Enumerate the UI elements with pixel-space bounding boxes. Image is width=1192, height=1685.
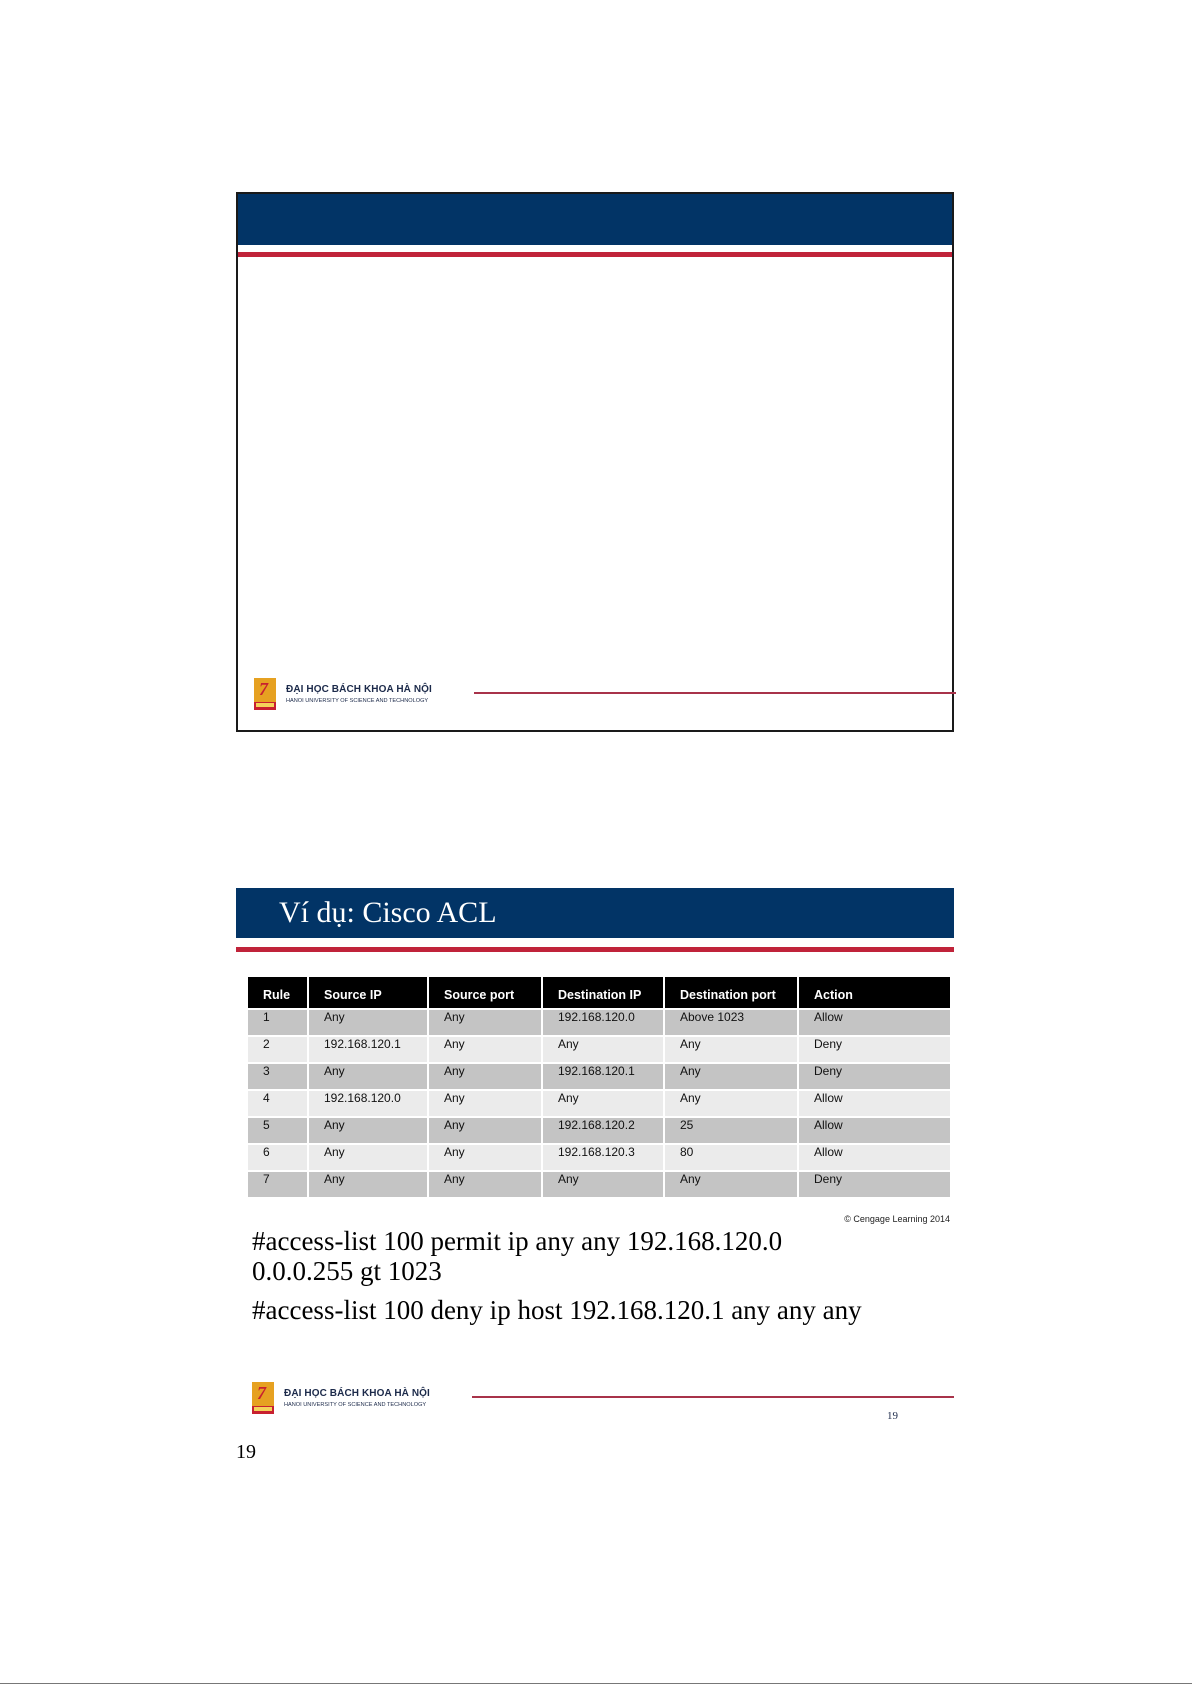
cell-source-port: Any — [429, 1091, 541, 1116]
cell-source-port: Any — [429, 1010, 541, 1035]
cell-rule: 5 — [248, 1118, 307, 1143]
cell-destination-ip: 192.168.120.2 — [543, 1118, 663, 1143]
cell-destination-port: Any — [665, 1037, 797, 1062]
cell-source-ip: Any — [309, 1010, 427, 1035]
university-subtitle: HANOI UNIVERSITY OF SCIENCE AND TECHNOLOGY — [284, 1402, 427, 1408]
cell-source-ip: Any — [309, 1145, 427, 1170]
acl-command-2: #access-list 100 deny ip host 192.168.120.1 any any any — [252, 1295, 862, 1325]
cell-destination-ip: Any — [543, 1172, 663, 1197]
col-destination-ip: Destination IP — [543, 977, 663, 1008]
cell-source-port: Any — [429, 1037, 541, 1062]
acl-rules-table — [246, 975, 952, 1199]
cell-destination-port: Above 1023 — [665, 1010, 797, 1035]
table-row — [248, 1118, 950, 1143]
slide-1-footer — [254, 678, 934, 712]
cell-source-port: Any — [429, 1064, 541, 1089]
acl-command-1: #access-list 100 permit ip any any 192.168.120.0 — [252, 1226, 783, 1256]
cell-source-port: Any — [429, 1172, 541, 1197]
cell-source-ip: Any — [309, 1118, 427, 1143]
university-name: ĐẠI HỌC BÁCH KHOA HÀ NỘI — [284, 1388, 430, 1399]
table-row — [248, 1064, 950, 1089]
cell-source-port: Any — [429, 1145, 541, 1170]
footer-divider — [472, 1396, 954, 1398]
cell-rule: 6 — [248, 1145, 307, 1170]
cell-action: Allow — [799, 1010, 950, 1035]
university-logo-icon: 7 — [252, 1382, 274, 1414]
cell-destination-ip: 192.168.120.1 — [543, 1064, 663, 1089]
acl-command-1-continuation: 0.0.0.255 gt 1023 — [252, 1256, 442, 1286]
cell-source-ip: 192.168.120.0 — [309, 1091, 427, 1116]
table-row — [248, 1145, 950, 1170]
col-rule: Rule — [248, 977, 307, 1008]
slide-2-footer — [252, 1382, 932, 1416]
cell-destination-ip: Any — [543, 1037, 663, 1062]
table-row — [248, 1091, 950, 1116]
slide-number: 19 — [887, 1410, 898, 1422]
cell-action: Deny — [799, 1037, 950, 1062]
slide-2-red-rule — [236, 947, 954, 952]
cell-destination-ip: 192.168.120.3 — [543, 1145, 663, 1170]
cell-action: Allow — [799, 1118, 950, 1143]
table-row — [248, 1037, 950, 1062]
image-credit: © Cengage Learning 2014 — [844, 1214, 950, 1224]
university-logo-icon: 7 — [254, 678, 276, 710]
cell-destination-port: 80 — [665, 1145, 797, 1170]
cell-rule: 1 — [248, 1010, 307, 1035]
cell-action: Deny — [799, 1172, 950, 1197]
cell-action: Allow — [799, 1091, 950, 1116]
cell-source-ip: 192.168.120.1 — [309, 1037, 427, 1062]
cell-source-ip: Any — [309, 1064, 427, 1089]
slide-1-header-bar — [238, 194, 952, 245]
cell-source-port: Any — [429, 1118, 541, 1143]
page-bottom-rule — [0, 1683, 1192, 1684]
cell-rule: 7 — [248, 1172, 307, 1197]
cell-source-ip: Any — [309, 1172, 427, 1197]
table-row — [248, 1010, 950, 1035]
col-action: Action — [799, 977, 950, 1008]
slide-2 — [236, 888, 954, 1428]
col-source-ip: Source IP — [309, 977, 427, 1008]
slide-1-red-rule — [238, 252, 952, 257]
slide-2-title-bar — [236, 888, 954, 938]
university-subtitle: HANOI UNIVERSITY OF SCIENCE AND TECHNOLOGY — [286, 698, 429, 704]
slide-1 — [236, 192, 954, 732]
cell-destination-port: Any — [665, 1091, 797, 1116]
cell-rule: 3 — [248, 1064, 307, 1089]
slide-title: Ví dụ: Cisco ACL — [279, 896, 497, 929]
col-source-port: Source port — [429, 977, 541, 1008]
footer-divider — [474, 692, 956, 694]
cell-destination-port: Any — [665, 1064, 797, 1089]
cell-action: Allow — [799, 1145, 950, 1170]
cell-rule: 2 — [248, 1037, 307, 1062]
cell-destination-ip: Any — [543, 1091, 663, 1116]
col-destination-port: Destination port — [665, 977, 797, 1008]
cell-action: Deny — [799, 1064, 950, 1089]
cell-destination-port: 25 — [665, 1118, 797, 1143]
university-name: ĐẠI HỌC BÁCH KHOA HÀ NỘI — [286, 684, 432, 695]
page-number: 19 — [236, 1441, 256, 1463]
cell-rule: 4 — [248, 1091, 307, 1116]
cell-destination-port: Any — [665, 1172, 797, 1197]
cell-destination-ip: 192.168.120.0 — [543, 1010, 663, 1035]
table-row — [248, 1172, 950, 1197]
table-header-row — [248, 977, 950, 1008]
